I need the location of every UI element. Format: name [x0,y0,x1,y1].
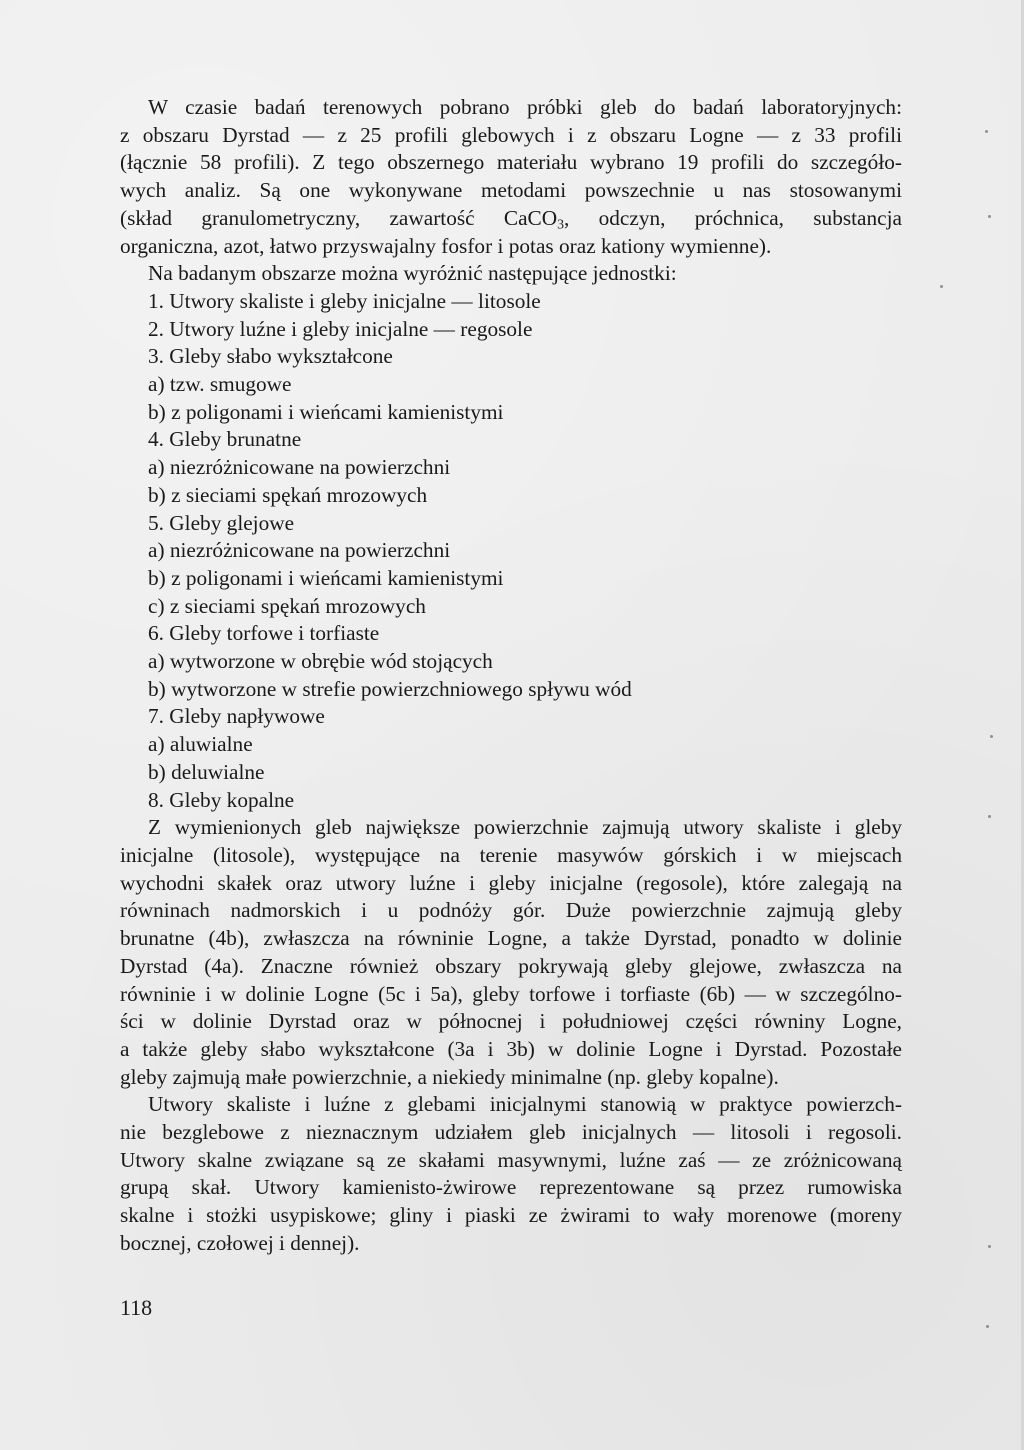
list-item: 7. Gleby napływowe [148,704,325,729]
text-line: wych analiz. Są one wykonywane metodami powszechnie u nas stosowanymi [120,178,902,203]
text-line: nie bezglebowe z nieznacznym udziałem gleb inicjalnych — litosoli i regosoli. [120,1120,902,1145]
scan-speck [988,815,991,818]
text-line: bocznej, czołowej i dennej). [120,1230,360,1255]
list-item: 8. Gleby kopalne [148,787,295,812]
scan-speck [985,130,988,133]
text-line: gleby zajmują małe powierzchnie, a niekiedy minimalne (np. gleby kopalne). [120,1064,779,1089]
list-item: c) z sieciami spękań mrozowych [148,593,426,618]
text-line: równinach nadmorskich i u podnóży gór. Duże powierzchnie zajmują gleby [120,898,902,923]
list-item: 1. Utwory skaliste i gleby inicjalne — litosole [148,288,541,313]
text-line: grupą skał. Utwory kamienisto-żwirowe reprezentowane są przez rumowiska [120,1175,902,1200]
paragraph-1 [120,94,902,260]
text-line: Z wymienionych gleb największe powierzchnie zajmują utwory skaliste i gleby [148,815,902,840]
text-line: z obszaru Dyrstad — z 25 profili glebowych i z obszaru Logne — z 33 profili [120,122,902,147]
list-item: 3. Gleby słabo wykształcone [148,344,393,369]
text-line: wychodni skałek oraz utwory luźne i gleby inicjalne (regosole), które zalegają na [120,870,902,895]
body-text [120,94,902,1258]
text-line: brunatne (4b), zwłaszcza na równinie Logne, a także Dyrstad, ponadto w dolinie [120,926,902,951]
text-line: ści w dolinie Dyrstad oraz w północnej i południowej części równiny Logne, [120,1009,902,1034]
text-line: organiczna, azot, łatwo przyswajalny fosfor i potas oraz kationy wymienne). [120,233,772,258]
text-fragment: , odczyn, próchnica, substancja [564,205,902,230]
list-item: a) niezróżnicowane na powierzchni [148,455,451,480]
list-item: b) deluwialne [148,759,265,784]
text-line: W czasie badań terenowych pobrano próbki gleb do badań laboratoryjnych: [148,95,902,119]
list-item: a) wytworzone w obrębie wód stojących [148,649,493,674]
units-list [120,288,902,814]
text-line: Dyrstad (4a). Znaczne również obszary pokrywają gleby glejowe, zwłaszcza na [120,953,902,978]
text-line: równinie i w dolinie Logne (5c i 5a), gleby torfowe i torfiaste (6b) — w szczególno- [120,981,902,1006]
scan-speck [986,1325,989,1328]
paragraph-3 [120,1091,902,1257]
list-item: b) wytworzone w strefie powierzchniowego spływu wód [148,676,632,701]
text-line: Utwory skalne związane są ze skałami masywnymi, luźne zaś — ze zróżnicowaną [120,1147,902,1172]
list-item: b) z poligonami i wieńcami kamienistymi [148,565,504,590]
page-number: 118 [120,1295,153,1320]
text-line: Utwory skaliste i luźne z glebami inicjalnymi stanowią w praktyce powierzch- [148,1092,902,1117]
paragraph-2 [120,814,902,1091]
list-item: 4. Gleby brunatne [148,427,302,452]
text-line: (łącznie 58 profili). Z tego obszernego materiału wybrano 19 profili do szczegóło- [120,150,902,175]
text-fragment: (skład granulometryczny, zawartość CaCO [120,205,558,230]
list-item: 2. Utwory luźne i gleby inicjalne — regosole [148,316,533,341]
list-item: 6. Gleby torfowe i torfiaste [148,621,380,646]
scan-speck [940,285,943,288]
text-line: a także gleby słabo wykształcone (3a i 3b) w dolinie Logne i Dyrstad. Pozostałe [120,1036,902,1061]
text-line: skalne i stożki usypiskowe; gliny i piaski ze żwirami to wały morenowe (moreny [120,1203,902,1228]
list-item: a) niezróżnicowane na powierzchni [148,538,451,563]
list-item: 5. Gleby glejowe [148,510,295,535]
scan-speck [988,215,991,218]
units-intro: Na badanym obszarze można wyróżnić następujące jednostki: [148,261,677,286]
list-item: a) tzw. smugowe [148,372,292,397]
scan-speck [988,1245,991,1248]
subscript: 3 [557,216,565,232]
scan-speck [990,735,993,738]
text-line-with-formula [120,205,902,233]
list-item: b) z poligonami i wieńcami kamienistymi [148,399,504,424]
list-item: b) z sieciami spękań mrozowych [148,482,428,507]
text-line: inicjalne (litosole), występujące na terenie masywów górskich i w miejscach [120,842,902,867]
list-item: a) aluwialne [148,732,253,757]
